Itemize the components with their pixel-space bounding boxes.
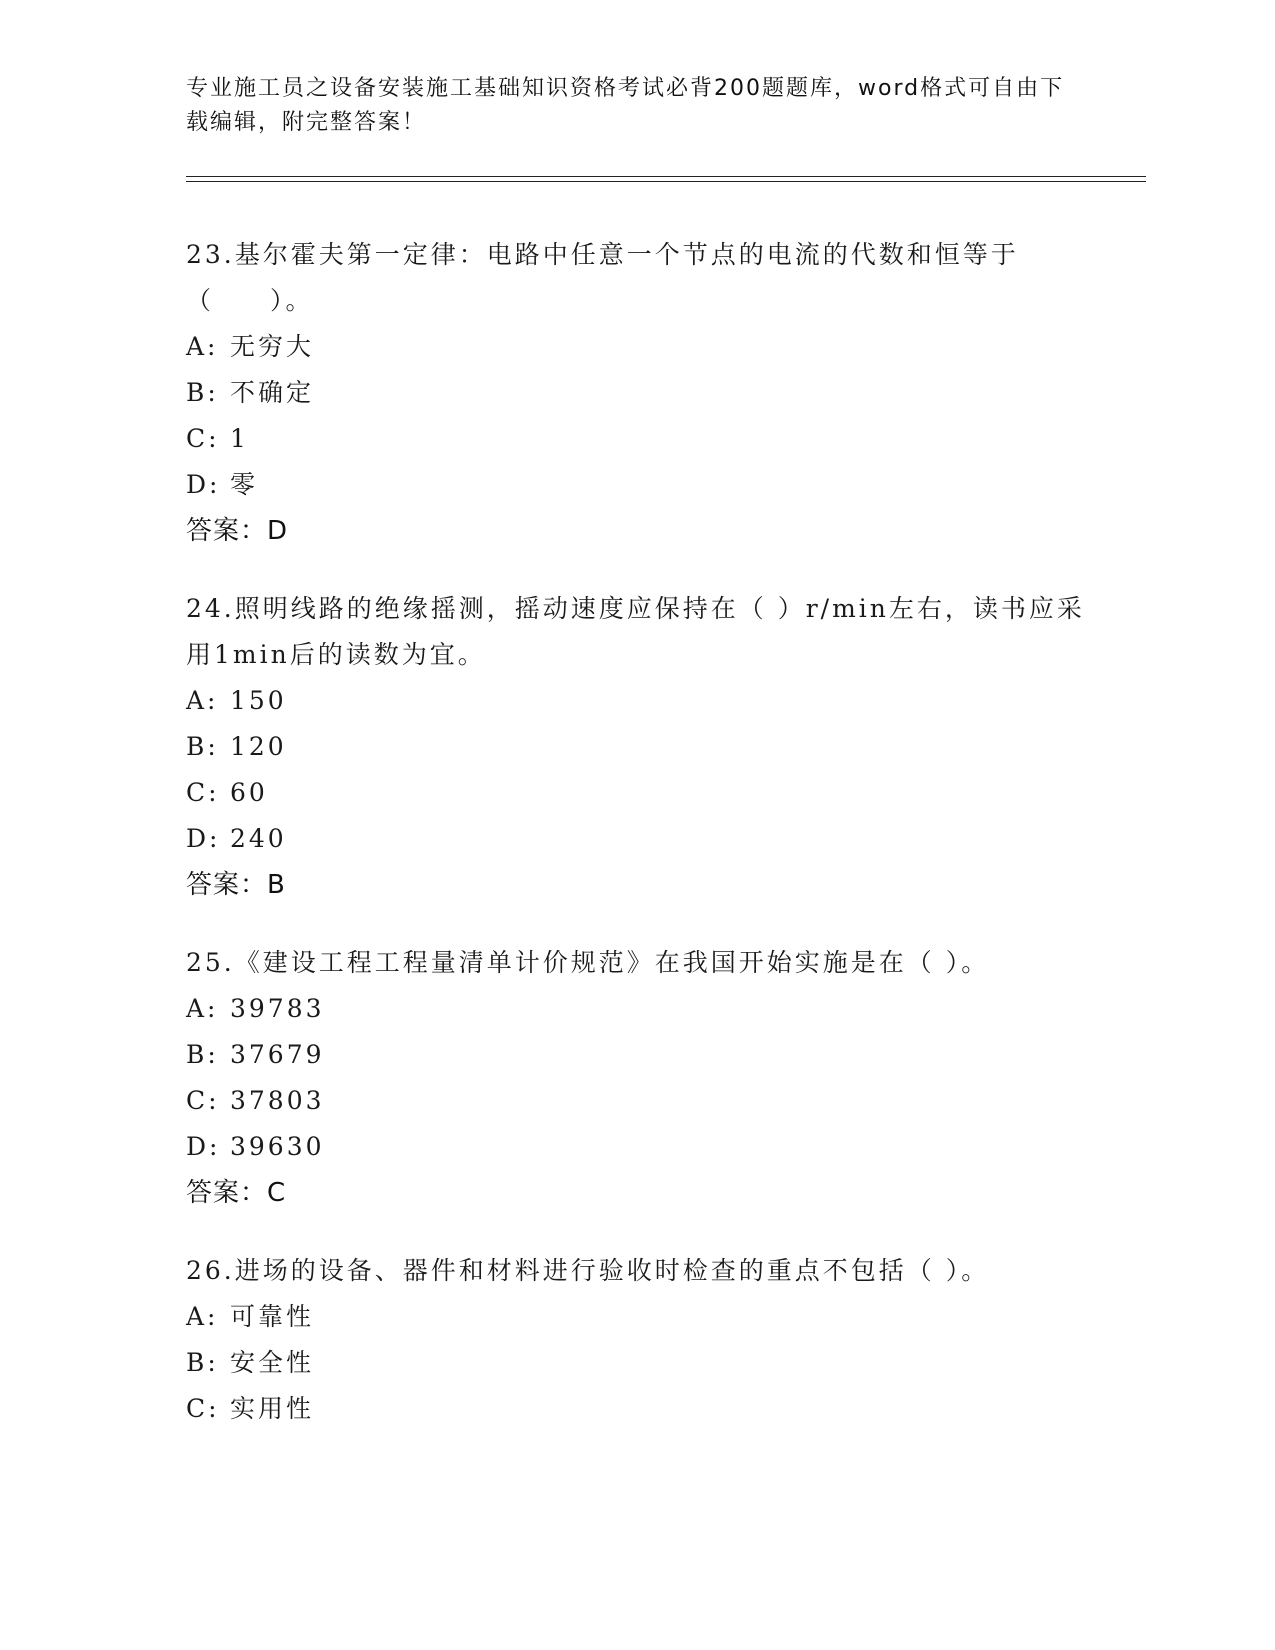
option-a	[186, 1294, 1086, 1340]
answer-line: 答案：C	[186, 1178, 287, 1208]
option-letter: D:	[186, 470, 221, 499]
option-letter: D:	[186, 824, 221, 853]
option-a	[186, 324, 1086, 370]
option-letter: A:	[186, 1302, 219, 1331]
question-25	[186, 940, 1086, 1216]
option-d	[186, 1124, 1086, 1170]
option-text: 安全性	[230, 1348, 315, 1377]
question-list	[186, 232, 1086, 1464]
option-text: 39630	[230, 1132, 325, 1161]
option-text: 可靠性	[230, 1302, 315, 1331]
option-b	[186, 1340, 1086, 1386]
option-text: 1	[230, 424, 249, 453]
option-text: 240	[230, 824, 287, 853]
option-a	[186, 678, 1086, 724]
option-letter: A:	[186, 332, 219, 361]
header-divider-bottom	[186, 181, 1146, 182]
option-text: 60	[230, 778, 268, 807]
option-c	[186, 416, 1086, 462]
option-letter: C:	[186, 424, 220, 453]
option-text: 120	[230, 732, 287, 761]
question-23	[186, 232, 1086, 554]
answer-line: 答案：B	[186, 870, 286, 900]
option-c	[186, 1386, 1086, 1432]
option-letter: C:	[186, 778, 220, 807]
question-26	[186, 1248, 1086, 1432]
option-letter: B:	[186, 1348, 219, 1377]
option-c	[186, 1078, 1086, 1124]
option-text: 零	[230, 470, 259, 499]
option-text: 150	[230, 686, 287, 715]
option-d	[186, 462, 1086, 508]
header-divider-top	[186, 176, 1146, 177]
question-stem: 26.进场的设备、器件和材料进行验收时检查的重点不包括（ ）。	[186, 1256, 990, 1285]
option-b	[186, 724, 1086, 770]
option-letter: B:	[186, 378, 219, 407]
option-d	[186, 816, 1086, 862]
option-letter: D:	[186, 1132, 221, 1161]
option-letter: A:	[186, 994, 219, 1023]
option-text: 实用性	[230, 1394, 315, 1423]
option-letter: B:	[186, 1040, 219, 1069]
option-letter: C:	[186, 1394, 220, 1423]
option-text: 39783	[230, 994, 325, 1023]
option-c	[186, 770, 1086, 816]
option-a	[186, 986, 1086, 1032]
answer-line: 答案：D	[186, 516, 289, 546]
option-letter: B:	[186, 732, 219, 761]
question-stem: 25.《建设工程工程量清单计价规范》在我国开始实施是在（ ）。	[186, 948, 990, 977]
option-letter: A:	[186, 686, 219, 715]
option-b	[186, 370, 1086, 416]
option-text: 无穷大	[230, 332, 315, 361]
option-letter: C:	[186, 1086, 220, 1115]
option-text: 37679	[230, 1040, 325, 1069]
option-text: 37803	[230, 1086, 325, 1115]
question-stem: 23.基尔霍夫第一定律：电路中任意一个节点的电流的代数和恒等于（ ）。	[186, 240, 1019, 315]
option-text: 不确定	[230, 378, 315, 407]
document-header: 专业施工员之设备安装施工基础知识资格考试必背200题题库，word格式可自由下载编辑，附完整答案！	[186, 76, 1065, 135]
question-stem: 24.照明线路的绝缘摇测，摇动速度应保持在（ ）r/min左右，读书应采用1min后的读数为宜。	[186, 594, 1085, 669]
question-24	[186, 586, 1086, 908]
option-b	[186, 1032, 1086, 1078]
